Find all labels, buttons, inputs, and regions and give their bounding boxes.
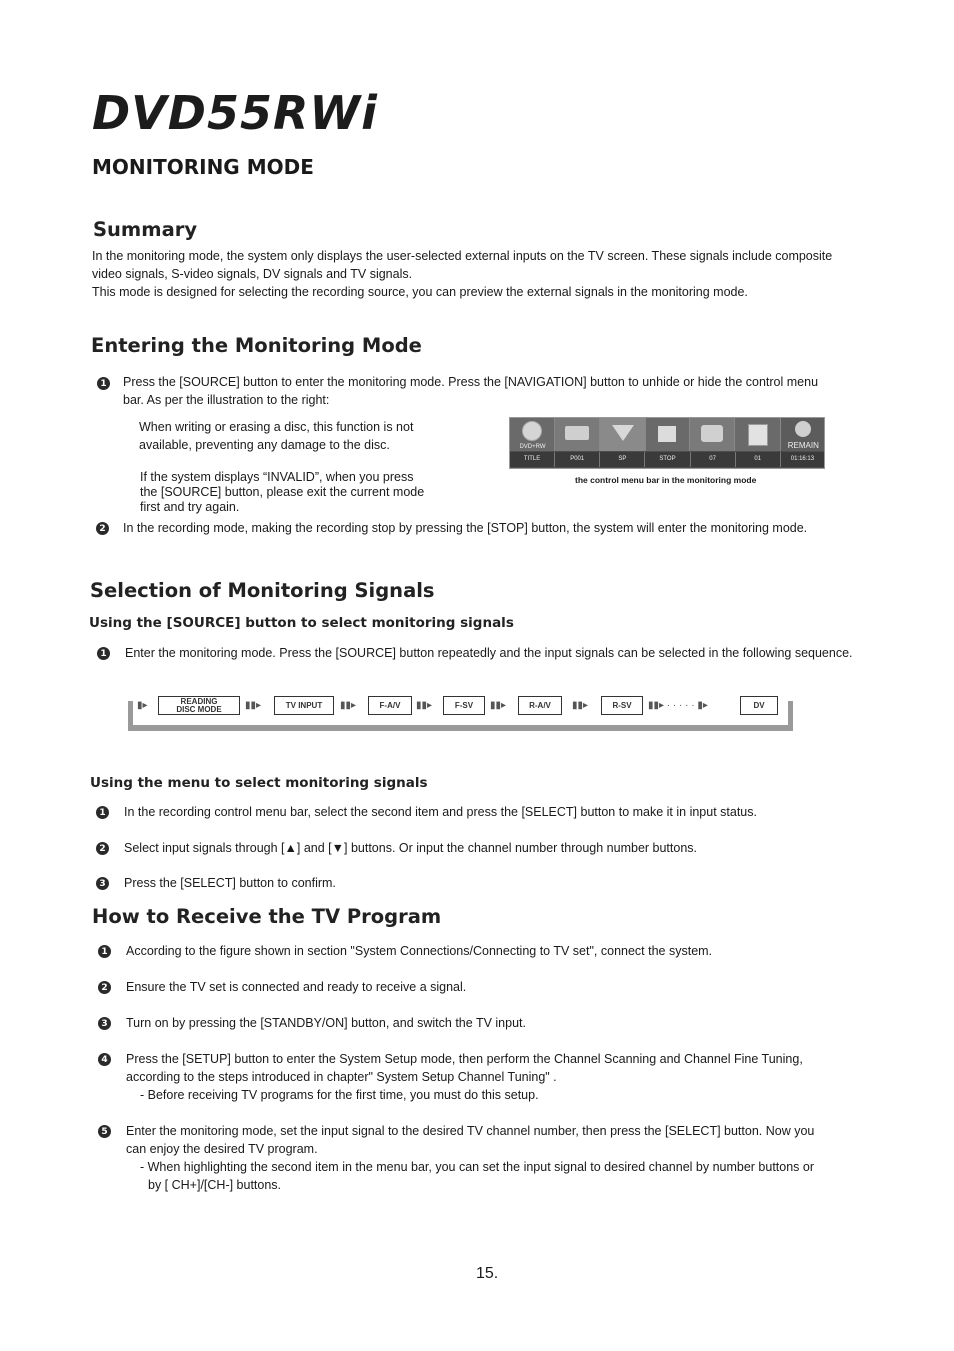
step-number-1: 1 xyxy=(98,945,111,958)
menu-bar-caption: the control menu bar in the monitoring mode xyxy=(575,475,757,485)
sequence-arrow: ▮▸ xyxy=(137,700,148,711)
note-line: the [SOURCE] button, please exit the current mode xyxy=(140,485,425,499)
signal-sequence-diagram xyxy=(128,689,793,731)
menu-cell-program: P001 xyxy=(555,452,600,467)
note-line: first and try again. xyxy=(140,500,240,514)
sequence-arrow: ▮▮▸ · · · · · ▮▸ xyxy=(648,700,708,711)
tv-step-4-note: - Before receiving TV programs for the first time, you must do this setup. xyxy=(140,1088,539,1102)
step-number-1: 1 xyxy=(97,377,110,390)
sequence-f-av: F-A/V xyxy=(368,696,412,715)
tv-step-5-note: by [ CH+]/[CH-] buttons. xyxy=(148,1178,282,1192)
menu-icon-row xyxy=(510,418,824,451)
menu-select-subheading: Using the menu to select monitoring signals xyxy=(90,775,428,791)
step-number-4: 4 xyxy=(98,1053,111,1066)
disc-icon xyxy=(510,418,555,451)
disc-icon-label: DVD+RW xyxy=(519,444,546,450)
tv-heading: How to Receive the TV Program xyxy=(92,905,442,928)
remain-label: REMAIN xyxy=(787,441,819,450)
summary-text xyxy=(92,247,872,301)
tv-step-4-line: Press the [SETUP] button to enter the System Setup mode, then perform the Channel Scanning and Channel Fine Tuning, xyxy=(126,1052,803,1066)
menu-step-2: Select input signals through [▲] and [▼] buttons. Or input the channel number through number buttons. xyxy=(124,841,698,855)
note-line: When writing or erasing a disc, this function is not xyxy=(139,420,414,434)
sequence-arrow: ▮▮▸ xyxy=(416,700,433,711)
menu-step-1: In the recording control menu bar, select the second item and press the [SELECT] button to make it in input status. xyxy=(124,805,757,819)
source-button-subheading: Using the [SOURCE] button to select monitoring signals xyxy=(89,615,514,631)
page-number: 15. xyxy=(476,1265,499,1282)
entering-step-1-line: Press the [SOURCE] button to enter the monitoring mode. Press the [NAVIGATION] button to unhide or hide the control menu xyxy=(123,375,819,389)
sequence-tv-input: TV INPUT xyxy=(274,696,334,715)
sequence-arrow: ▮▮▸ xyxy=(490,700,507,711)
page-title: MONITORING MODE xyxy=(92,155,314,179)
entering-step-2: In the recording mode, making the recording stop by pressing the [STOP] button, the system will enter the monitoring mode. xyxy=(123,521,808,535)
tv-step-5-line: Enter the monitoring mode, set the input signal to the desired TV channel number, then press the [SELECT] button. Now you xyxy=(126,1124,815,1138)
note-invalid xyxy=(140,470,460,515)
sequence-arrow: ▮▮▸ xyxy=(572,700,589,711)
menu-cell-chapter-number: 01 xyxy=(736,452,781,467)
record-quality-icon xyxy=(600,418,646,451)
note-disc-writing xyxy=(139,418,459,454)
step-number-5: 5 xyxy=(98,1125,111,1138)
tv-step-4-line: according to the steps introduced in chapter" System Setup Channel Tuning" . xyxy=(126,1070,557,1084)
sequence-arrow: ▮▮▸ xyxy=(340,700,357,711)
sequence-label: DISC MODE xyxy=(176,704,222,714)
control-menu-bar xyxy=(509,417,825,469)
entering-step-1-line: bar. As per the illustration to the right: xyxy=(123,393,330,407)
tv-step-3: Turn on by pressing the [STANDBY/ON] button, and switch the TV input. xyxy=(126,1016,526,1030)
remain-icon xyxy=(781,418,824,451)
menu-cell-time: 01:16:13 xyxy=(790,456,815,462)
tv-step-4 xyxy=(126,1050,866,1104)
summary-heading: Summary xyxy=(93,218,198,241)
sequence-arrow: ▮▮▸ xyxy=(245,700,262,711)
menu-cell-title-number: 07 xyxy=(691,452,736,467)
selection-step-1: Enter the monitoring mode. Press the [SOURCE] button repeatedly and the input signals can be selected in the following sequence. xyxy=(125,646,853,660)
note-line: available, preventing any damage to the disc. xyxy=(139,438,390,452)
step-number-2: 2 xyxy=(96,842,109,855)
selection-heading: Selection of Monitoring Signals xyxy=(90,579,435,602)
stop-icon xyxy=(646,418,691,451)
step-number-2: 2 xyxy=(98,981,111,994)
menu-value-row xyxy=(510,452,824,467)
tv-step-5-line: can enjoy the desired TV program. xyxy=(126,1142,318,1156)
input-source-icon xyxy=(555,418,600,451)
menu-step-3: Press the [SELECT] button to confirm. xyxy=(124,876,336,890)
sequence-label: READING xyxy=(180,696,218,706)
entering-step-1 xyxy=(123,373,863,409)
summary-line: This mode is designed for selecting the recording source, you can preview the external signals in the monitoring mode. xyxy=(92,285,748,299)
sequence-f-sv: F-SV xyxy=(443,696,485,715)
menu-cell-quality: SP xyxy=(600,452,645,467)
note-line: If the system displays “INVALID”, when you press xyxy=(140,470,414,484)
menu-cell-title: TITLE xyxy=(510,452,555,467)
sequence-dv: DV xyxy=(740,696,778,715)
step-number-2: 2 xyxy=(96,522,109,535)
tv-step-1: According to the figure shown in section "System Connections/Connecting to TV set", connect the system. xyxy=(126,944,713,958)
summary-line: In the monitoring mode, the system only displays the user-selected external inputs on the TV screen. These signals include composite xyxy=(92,249,833,263)
tv-step-5-note: - When highlighting the second item in the menu bar, you can set the input signal to desired channel by number buttons or xyxy=(140,1160,815,1174)
summary-line: video signals, S-video signals, DV signals and TV signals. xyxy=(92,267,413,281)
chapter-icon xyxy=(735,418,781,451)
sequence-reading-disc-mode xyxy=(158,696,240,715)
step-number-1: 1 xyxy=(97,647,110,660)
step-number-3: 3 xyxy=(98,1017,111,1030)
tv-step-2: Ensure the TV set is connected and ready to receive a signal. xyxy=(126,980,467,994)
folder-icon xyxy=(690,418,735,451)
menu-cell-status: STOP xyxy=(645,452,690,467)
sequence-r-sv: R-SV xyxy=(601,696,643,715)
entering-heading: Entering the Monitoring Mode xyxy=(91,334,422,357)
step-number-3: 3 xyxy=(96,877,109,890)
step-number-1: 1 xyxy=(96,806,109,819)
tv-step-5 xyxy=(126,1122,866,1194)
brand-logo: DVD55RWi xyxy=(92,86,378,140)
sequence-r-av: R-A/V xyxy=(518,696,562,715)
